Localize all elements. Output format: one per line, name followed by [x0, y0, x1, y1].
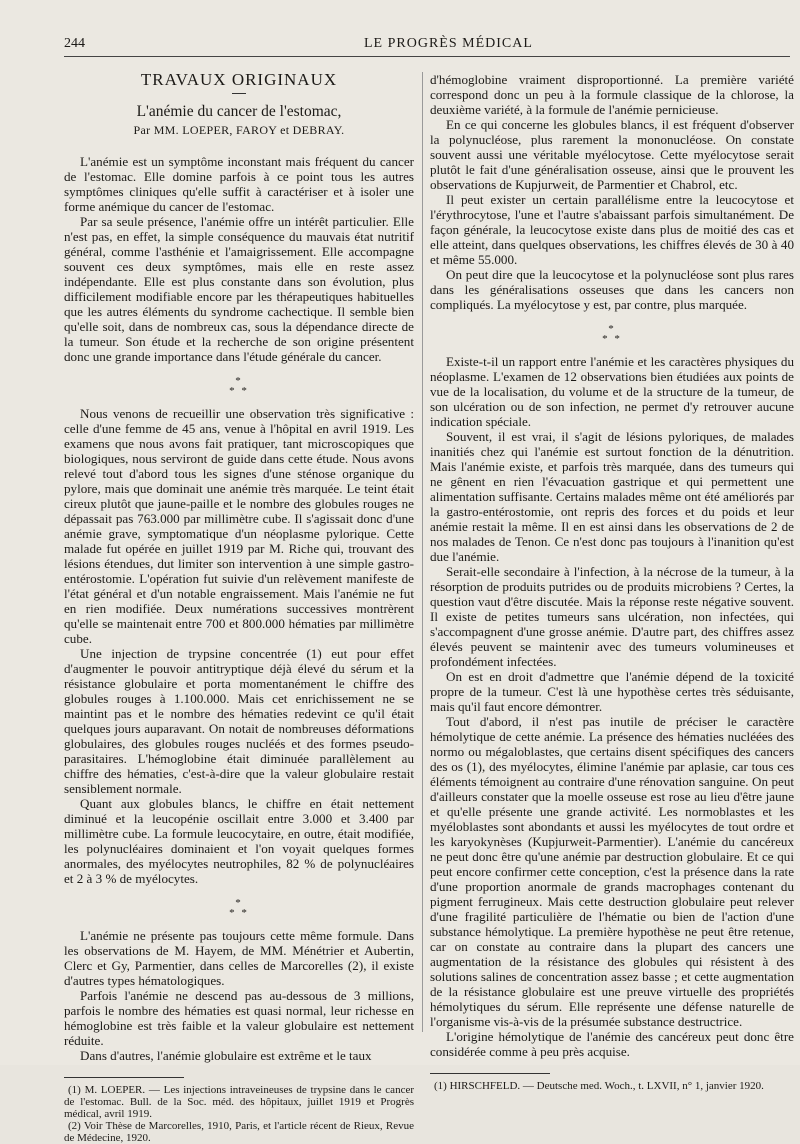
asterism: * * * [229, 375, 249, 397]
paragraph: L'anémie est un symptôme inconstant mais fréquent du cancer de l'estomac. Elle domine parfois à ce point tous les autres symptômes cliniques qu'elle suffit à caractériser et à isoler une forme anémique du cancer de l'estomac. [64, 154, 414, 214]
paragraph: Parfois l'anémie ne descend pas au-dessous de 3 millions, parfois le nombre des hématies est quasi normal, leur richesse en hémoglobine est très faible et la valeur globulaire est nettement réduite. [64, 988, 414, 1048]
column-divider [422, 72, 423, 1032]
footnote: (1) HIRSCHFELD. — Deutsche med. Woch., t. LXVII, n° 1, janvier 1920. [434, 1080, 764, 1092]
header-rule [64, 56, 790, 57]
paragraph: L'origine hémolytique de l'anémie des cancéreux peut donc être considérée comme à peu près acquise. [430, 1029, 794, 1059]
footnotes [430, 1080, 794, 1092]
paragraph: L'anémie ne présente pas toujours cette même formule. Dans les observations de M. Hayem, de MM. Ménétrier et Aubertin, Clerc et Gy, Parmentier, dans celles de Marcorelles (2), il existe d'autres types hématologiques. [64, 928, 414, 988]
paragraph: Tout d'abord, il n'est pas inutile de préciser le caractère hémolytique de cette anémie. La présence des hématies nucléées des normo ou mégaloblastes, que certains disent spécifiques des cancers des os (1), des myélocytes, élimine l'anémie par aplasie, car tous ces éléments témoignent au contraire d'une rénovation sanguine. On peut d'ailleurs constater que la moelle osseuse est rose au lieu d'être jaune et qu'elle présente une grande activité. Les normoblastes et les myéloblastes sont abondants et aussi les myélocytes de tout ordre et les karyokynèses (Kupjurweit-Parmentier). L'anémie du cancéreux ne peut donc être qu'une anémie par destruction globulaire. Et ce qui peut encore confirmer cette conception, c'est la présence dans la rate d'une proportion anormale de grands macrophages contenant du pigment ferrugineux. Mais cette destruction globulaire peut relever d'une fragilité particulière de l'hématie ou bien de l'action d'une substance hémolytique. La première hypothèse ne peut être retenue, car on constate au contraire dans la plupart des cancers une augmentation de la résistance des globules qui résistent à des solutions salines de concentration assez basse ; et cette augmentation de la résistance globulaire est une preuve virtuelle des propriétés hémolytiques du sérum. Elle représente une défense naturelle de l'organisme vis-à-vis de la présumée substance destructrice. [430, 714, 794, 1029]
article-authors: Par MM. LOEPER, FAROY et DEBRAY. [133, 123, 345, 137]
asterism: * * * [229, 897, 249, 919]
paragraph: Par sa seule présence, l'anémie offre un intérêt particulier. Elle n'est pas, en effet, la simple conséquence du mauvais état nutritif général, comme l'asthénie et l'amaigrissement. Elle accompagne souvent ces deux symptômes, mais elle en reste assez indépendante. Elle est plus constante dans son évolution, plus difficilement modifiable encore par les thérapeutiques habituelles que les autres éléments du syndrome cachectique. Il semble bien qu'elle soit, dans de nombreux cas, sous la dépendance directe de la tumeur. Son étude et la recherche de son origine présentent donc une grande importance dans l'étude générale du cancer. [64, 214, 414, 364]
running-head [64, 36, 790, 56]
paragraph: Nous venons de recueillir une observation très significative : celle d'une femme de 45 ans, venue à l'hôpital en avril 1919. Les examens que nous avons fait pratiquer, tant microscopiques que biologiques, nous serviront de guide dans cette étude. Nous avons relevé tout d'abord tous les signes d'une sténose organique du pylore, mais que dominait une anémie très marquée. Le teint était cireux plutôt que jaune-paille et le nombre des globules rouges ne dépassait pas 763.000 par millimètre cube. Il s'agissait donc d'une anémie grave, symptomatique d'un néoplasme pylorique. Cette malade fut opérée en juillet 1919 par M. Riche qui, trouvant des lésions étendues, dut limiter son intervention à une simple gastro-entérostomie. L'opération fut suivie d'un relèvement manifeste de l'état général et d'un notable engraissement. Mais l'anémie ne fut en rien modifiée. Deux numérations successives montrèrent qu'elle se maintenait entre 700 et 800.000 hématies par millimètre cube. [64, 406, 414, 646]
paragraph: Une injection de trypsine concentrée (1) eut pour effet d'augmenter le pouvoir antitryptique déjà élevé du sérum et la résistance globulaire et porta momentanément le chiffre des globules rouges à 1.100.000. Mais cet enrichissement ne se maintint pas et le nombre des hématies redevint ce qu'il était quelques jours auparavant. On notait de nombreuses déformations globulaires, des globules rouges nucléés et des formes pseudo-parasitaires. L'hémoglobine était diminuée parallèlement au chiffre des hématies, c'est-à-dire que la valeur globulaire restait sensiblement normale. [64, 646, 414, 796]
paragraph: On peut dire que la leucocytose et la polynucléose sont plus rares dans les généralisations osseuses que dans les cancers non compliqués. La myélocytose y est, par contre, plus marquée. [430, 267, 794, 312]
page-number: 244 [64, 36, 85, 51]
right-column [430, 72, 794, 1092]
paragraph: Souvent, il est vrai, il s'agit de lésions pyloriques, de malades inanitiés chez qui l'anémie est surtout fonction de la dénutrition. Mais l'anémie existe, et parfois très marquée, dans des tumeurs qui ne gênent en rien l'évacuation gastrique et qui permettent une alimentation suffisante. Certains malades même ont été améliorés par la gastro-entérostomie, ont repris des forces et du poids et leur anémie restait la même. Il en est ainsi dans les observations de 2 de nos malades de Tenon. Ce n'est donc pas toujours à l'inanition qu'est due l'anémie. [430, 429, 794, 564]
footnote: (2) Voir Thèse de Marcorelles, 1910, Paris, et l'article récent de Rieux, Revue de Médecine, 1920. [64, 1120, 414, 1144]
asterism: * * * [602, 323, 622, 345]
paragraph: Il peut exister un certain parallélisme entre la leucocytose et l'érythrocytose, l'une et l'autre s'abaissant parfois simultanément. De façon générale, la leucocytose existe dans plus de moitié des cas et elle atteint, dans quelques observations, les chiffres élevés de 30 à 40 et même 55.000. [430, 192, 794, 267]
paragraph: Existe-t-il un rapport entre l'anémie et les caractères physiques du néoplasme. L'examen de 12 observations bien étudiées aux points de vue de la localisation, du volume et de la structure de la tumeur, de son ulcération ou de son infection, ne permet d'y retrouver aucune indication spéciale. [430, 354, 794, 429]
paragraph: En ce qui concerne les globules blancs, il est fréquent d'observer la polynucléose, plus rarement la mononucléose. On constate souvent aussi une véritable myélocytose. Cette myélocytose serait plutôt le fait d'une généralisation osseuse, ainsi que le prouvent les observations de Kupjurweit, de Parmentier et Chabrol, etc. [430, 117, 794, 192]
article-title: L'anémie du cancer de l'estomac, [136, 103, 342, 120]
paragraph: Serait-elle secondaire à l'infection, à la nécrose de la tumeur, à la résorption de produits putrides ou de produits microbiens ? Certes, la question vaut d'être discutée. Mais la réponse reste négative souvent. Il existe de petites tumeurs sans ulcération, non infectées, qui s'accompagnent d'une grosse anémie. D'autre part, des chiffres assez élevés peuvent se maintenir avec des tumeurs volumineuses et profondément infectées. [430, 564, 794, 669]
footnote: (1) M. LOEPER. — Les injections intraveineuses de trypsine dans le cancer de l'estomac. Bull. de la Soc. méd. des hôpitaux, juillet 1919 et Progrès médical, avril 1919. [64, 1084, 414, 1120]
paragraph: Dans d'autres, l'anémie globulaire est extrême et le taux [80, 1048, 372, 1063]
paragraph: d'hémoglobine vraiment disproportionné. La première variété correspond donc un peu à la formule classique de la chlorose, la deuxième variété, à la formule de l'anémie pernicieuse. [430, 72, 794, 117]
journal-title: LE PROGRÈS MÉDICAL [364, 36, 533, 51]
paragraph: Quant aux globules blancs, le chiffre en était nettement diminué et la leucopénie oscillait entre 3.000 et 3.400 par millimètre cube. La formule leucocytaire, en outre, était modifiée, les polynucléaires dominaient et l'on voyait quelques formes anormales, des myélocytes neutrophiles, 82 % de polynucléaires et 2 à 3 % de myélocytes. [64, 796, 414, 886]
footnote-rule [430, 1073, 550, 1074]
left-column [64, 66, 414, 1144]
footnotes [64, 1084, 414, 1144]
paragraph: On est en droit d'admettre que l'anémie dépend de la toxicité propre de la tumeur. C'est là une hypothèse certes très séduisante, mais qu'il faut encore démontrer. [430, 669, 794, 714]
section-title: TRAVAUX ORIGINAUX [140, 70, 338, 89]
footnote-rule [64, 1077, 184, 1078]
title-rule [232, 93, 246, 94]
